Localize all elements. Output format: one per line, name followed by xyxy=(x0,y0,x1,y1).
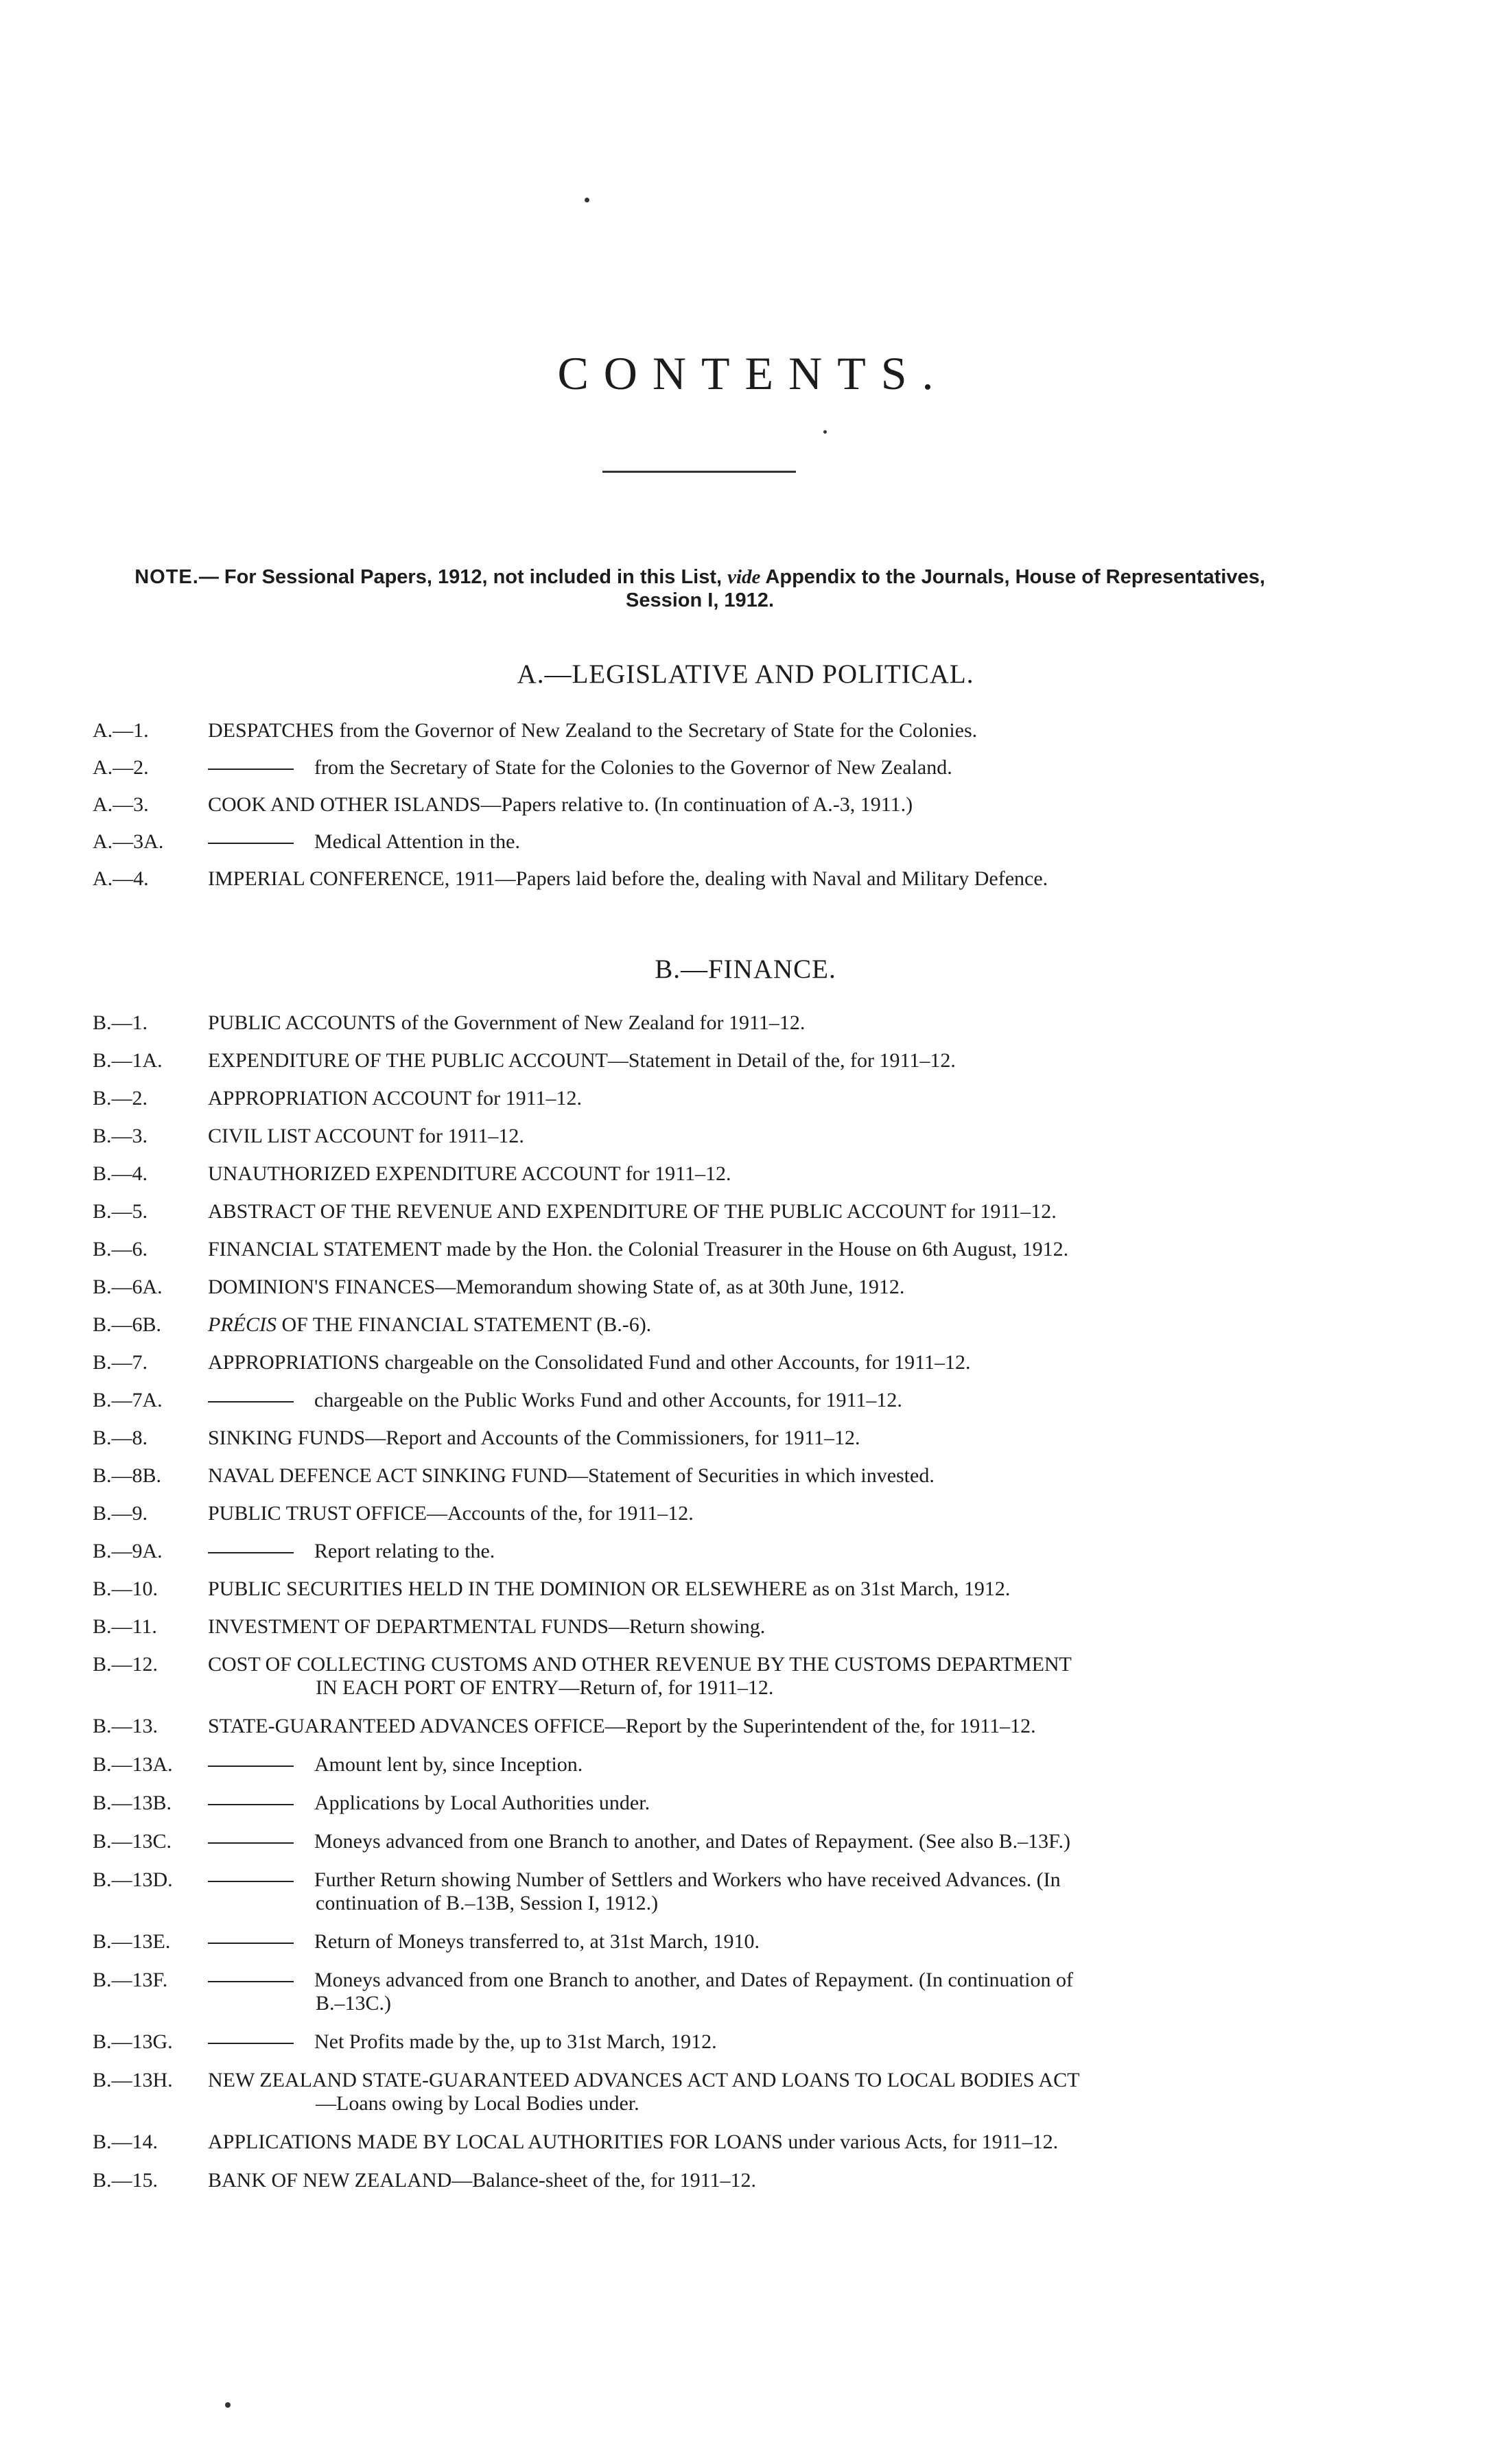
paper-title: from the Secretary of State for the Colonies to the Governor of New Zealand. xyxy=(314,756,952,779)
paper-code: B.—13H. xyxy=(93,2069,173,2091)
paper-title-continuation: B.–13C.) xyxy=(316,1992,392,2015)
paper-title-wrap xyxy=(208,1753,1300,1776)
paper-title-wrap xyxy=(208,1653,1300,1700)
paper-title-wrap xyxy=(208,1930,1300,1953)
list-item xyxy=(0,2131,1491,2154)
list-item xyxy=(0,1313,1491,1337)
note-dash: — xyxy=(198,566,219,588)
section-heading-legislative: A.—LEGISLATIVE AND POLITICAL. xyxy=(517,659,974,689)
paper-code: A.—1. xyxy=(93,719,149,742)
paper-code: B.—14. xyxy=(93,2131,159,2153)
paper-title: COST OF COLLECTING CUSTOMS AND OTHER REVENUE BY THE CUSTOMS DEPARTMENT xyxy=(208,1653,1072,1676)
list-item xyxy=(0,1868,1491,1915)
paper-code: B.—6. xyxy=(93,1238,148,1260)
list-item xyxy=(0,1502,1491,1525)
paper-code: B.—4. xyxy=(93,1162,148,1185)
list-item xyxy=(0,1238,1491,1261)
paper-code: B.—13G. xyxy=(93,2030,173,2053)
list-item xyxy=(0,793,1491,817)
list-item xyxy=(0,867,1491,891)
paper-code: B.—5. xyxy=(93,1200,148,1223)
page-speck xyxy=(225,2402,231,2408)
paper-title-continuation: IN EACH PORT OF ENTRY—Return of, for 1911–12. xyxy=(316,1676,774,1699)
sessional-papers-note xyxy=(96,565,1304,612)
list-item xyxy=(0,1715,1491,1738)
paper-code: B.—8B. xyxy=(93,1464,162,1487)
ditto-dash xyxy=(208,2043,294,2044)
list-item xyxy=(0,1049,1491,1072)
paper-title: DOMINION'S FINANCES—Memorandum showing State of, as at 30th June, 1912. xyxy=(208,1276,905,1298)
note-text-before: For Sessional Papers, 1912, not included in this List, xyxy=(224,566,723,588)
list-item xyxy=(0,1577,1491,1601)
ditto-dash xyxy=(208,1804,294,1805)
paper-code: A.—3. xyxy=(93,793,149,816)
list-item xyxy=(0,1753,1491,1776)
page-speck xyxy=(823,430,827,434)
paper-code: B.—6A. xyxy=(93,1276,163,1298)
paper-code: B.—2. xyxy=(93,1087,148,1110)
list-item xyxy=(0,1200,1491,1223)
list-item xyxy=(0,1653,1491,1700)
list-item xyxy=(0,1792,1491,1815)
list-item xyxy=(0,2030,1491,2054)
section-b-list xyxy=(0,1011,1491,2192)
section-a-list xyxy=(0,719,1491,891)
ditto-dash xyxy=(208,843,294,844)
list-item xyxy=(0,1389,1491,1412)
list-item xyxy=(0,2169,1491,2192)
list-item xyxy=(0,719,1491,742)
paper-code: B.—13B. xyxy=(93,1792,172,1814)
paper-title: APPROPRIATION ACCOUNT for 1911–12. xyxy=(208,1087,583,1110)
paper-title: INVESTMENT OF DEPARTMENTAL FUNDS—Return showing. xyxy=(208,1615,766,1638)
paper-title: DESPATCHES from the Governor of New Zealand to the Secretary of State for the Colonies. xyxy=(208,719,978,742)
paper-title-wrap xyxy=(208,2030,1300,2054)
paper-title-continuation: —Loans owing by Local Bodies under. xyxy=(316,2092,639,2115)
list-item xyxy=(0,1830,1491,1853)
paper-code: B.—13E. xyxy=(93,1930,171,1953)
page-title: CONTENTS. xyxy=(557,347,949,399)
paper-code: A.—2. xyxy=(93,756,149,779)
paper-title: Further Return showing Number of Settlers and Workers who have received Advances. (In xyxy=(314,1868,1061,1891)
ditto-dash xyxy=(208,1401,294,1403)
paper-code: B.—13. xyxy=(93,1715,159,1737)
paper-code: B.—11. xyxy=(93,1615,157,1638)
paper-title: Report relating to the. xyxy=(314,1540,495,1562)
ditto-dash xyxy=(208,1765,294,1767)
paper-title: COOK AND OTHER ISLANDS—Papers relative to. (In continuation of A.-3, 1911.) xyxy=(208,793,913,816)
list-item xyxy=(0,1125,1491,1148)
paper-title: NAVAL DEFENCE ACT SINKING FUND—Statement of Securities in which invested. xyxy=(208,1464,935,1487)
list-item xyxy=(0,1351,1491,1374)
paper-code: B.—1. xyxy=(93,1011,148,1034)
paper-title: Moneys advanced from one Branch to another, and Dates of Repayment. (In continuation of xyxy=(314,1969,1073,1991)
paper-title: Moneys advanced from one Branch to another, and Dates of Repayment. (See also B.–13F.) xyxy=(314,1830,1070,1853)
paper-code: B.—10. xyxy=(93,1577,159,1600)
title-rule xyxy=(602,471,796,473)
list-item xyxy=(0,1087,1491,1110)
paper-title-continuation: continuation of B.–13B, Session I, 1912.) xyxy=(316,1892,659,1914)
list-item xyxy=(0,1276,1491,1299)
ditto-dash xyxy=(208,1842,294,1844)
paper-title: EXPENDITURE OF THE PUBLIC ACCOUNT—Statement in Detail of the, for 1911–12. xyxy=(208,1049,956,1072)
list-item xyxy=(0,1464,1491,1488)
paper-title: APPLICATIONS MADE BY LOCAL AUTHORITIES FOR LOANS under various Acts, for 1911–12. xyxy=(208,2131,1059,2153)
paper-code: B.—13D. xyxy=(93,1868,173,1891)
note-vide: vide xyxy=(727,566,761,588)
list-item xyxy=(0,1427,1491,1450)
paper-title: PUBLIC TRUST OFFICE—Accounts of the, for 1911–12. xyxy=(208,1502,694,1525)
paper-title: chargeable on the Public Works Fund and other Accounts, for 1911–12. xyxy=(314,1389,902,1411)
paper-title-wrap xyxy=(208,1969,1300,2015)
paper-code: A.—4. xyxy=(93,867,149,890)
paper-code: B.—15. xyxy=(93,2169,159,2192)
paper-code: B.—13C. xyxy=(93,1830,172,1853)
paper-code: B.—1A. xyxy=(93,1049,163,1072)
paper-title: Amount lent by, since Inception. xyxy=(314,1753,583,1776)
list-item xyxy=(0,1540,1491,1563)
paper-title-wrap xyxy=(208,756,1300,779)
paper-title: IMPERIAL CONFERENCE, 1911—Papers laid before the, dealing with Naval and Military Defence. xyxy=(208,867,1048,890)
ditto-dash xyxy=(208,768,294,770)
paper-title-wrap xyxy=(208,1868,1300,1915)
paper-title: BANK OF NEW ZEALAND—Balance-sheet of the, for 1911–12. xyxy=(208,2169,756,2192)
paper-code: B.—13A. xyxy=(93,1753,173,1776)
paper-title: SINKING FUNDS—Report and Accounts of the Commissioners, for 1911–12. xyxy=(208,1427,860,1449)
paper-title-wrap xyxy=(208,1792,1300,1815)
list-item xyxy=(0,756,1491,779)
page-speck xyxy=(585,198,589,202)
paper-title: STATE-GUARANTEED ADVANCES OFFICE—Report by the Superintendent of the, for 1911–12. xyxy=(208,1715,1036,1737)
paper-title-wrap xyxy=(208,1540,1300,1563)
paper-title: Applications by Local Authorities under. xyxy=(314,1792,650,1814)
ditto-dash xyxy=(208,1981,294,1982)
list-item xyxy=(0,1011,1491,1035)
ditto-dash xyxy=(208,1552,294,1553)
paper-code: B.—3. xyxy=(93,1125,148,1147)
paper-title-wrap xyxy=(208,830,1300,854)
list-item xyxy=(0,1615,1491,1639)
paper-title: PUBLIC SECURITIES HELD IN THE DOMINION OR ELSEWHERE as on 31st March, 1912. xyxy=(208,1577,1011,1600)
paper-code: B.—7A. xyxy=(93,1389,163,1411)
paper-code: B.—6B. xyxy=(93,1313,162,1336)
note-text-after: Appendix to the Journals, House of Representatives, Session I, 1912. xyxy=(625,566,1265,611)
paper-title-wrap xyxy=(208,2069,1300,2115)
paper-code: B.—9A. xyxy=(93,1540,163,1562)
list-item xyxy=(0,830,1491,854)
paper-title: Net Profits made by the, up to 31st March, 1912. xyxy=(314,2030,717,2053)
paper-title: Medical Attention in the. xyxy=(314,830,520,853)
list-item xyxy=(0,1930,1491,1953)
paper-code: B.—8. xyxy=(93,1427,148,1449)
paper-code: B.—7. xyxy=(93,1351,148,1374)
paper-title: UNAUTHORIZED EXPENDITURE ACCOUNT for 1911–12. xyxy=(208,1162,731,1185)
paper-title: OF THE FINANCIAL STATEMENT (B.-6). xyxy=(281,1313,652,1336)
paper-title-wrap xyxy=(208,1313,1300,1337)
paper-title: NEW ZEALAND STATE-GUARANTEED ADVANCES ACT AND LOANS TO LOCAL BODIES ACT xyxy=(208,2069,1080,2091)
list-item xyxy=(0,2069,1491,2115)
section-heading-finance: B.—FINANCE. xyxy=(655,954,836,984)
paper-title: ABSTRACT OF THE REVENUE AND EXPENDITURE OF THE PUBLIC ACCOUNT for 1911–12. xyxy=(208,1200,1057,1223)
paper-code: A.—3A. xyxy=(93,830,164,853)
paper-code: B.—13F. xyxy=(93,1969,168,1991)
paper-title: Return of Moneys transferred to, at 31st March, 1910. xyxy=(314,1930,760,1953)
paper-title: CIVIL LIST ACCOUNT for 1911–12. xyxy=(208,1125,524,1147)
ditto-dash xyxy=(208,1943,294,1944)
paper-title-wrap xyxy=(208,1389,1300,1412)
list-item xyxy=(0,1969,1491,2015)
paper-title: PUBLIC ACCOUNTS of the Government of New Zealand for 1911–12. xyxy=(208,1011,806,1034)
note-label: NOTE. xyxy=(134,566,199,588)
ditto-dash xyxy=(208,1881,294,1882)
paper-title-wrap xyxy=(208,1830,1300,1853)
list-item xyxy=(0,1162,1491,1186)
paper-title: FINANCIAL STATEMENT made by the Hon. the Colonial Treasurer in the House on 6th August, 1912. xyxy=(208,1238,1069,1260)
precis-italic: PRÉCIS xyxy=(208,1313,277,1336)
paper-code: B.—9. xyxy=(93,1502,148,1525)
paper-title: APPROPRIATIONS chargeable on the Consolidated Fund and other Accounts, for 1911–12. xyxy=(208,1351,971,1374)
paper-code: B.—12. xyxy=(93,1653,159,1676)
